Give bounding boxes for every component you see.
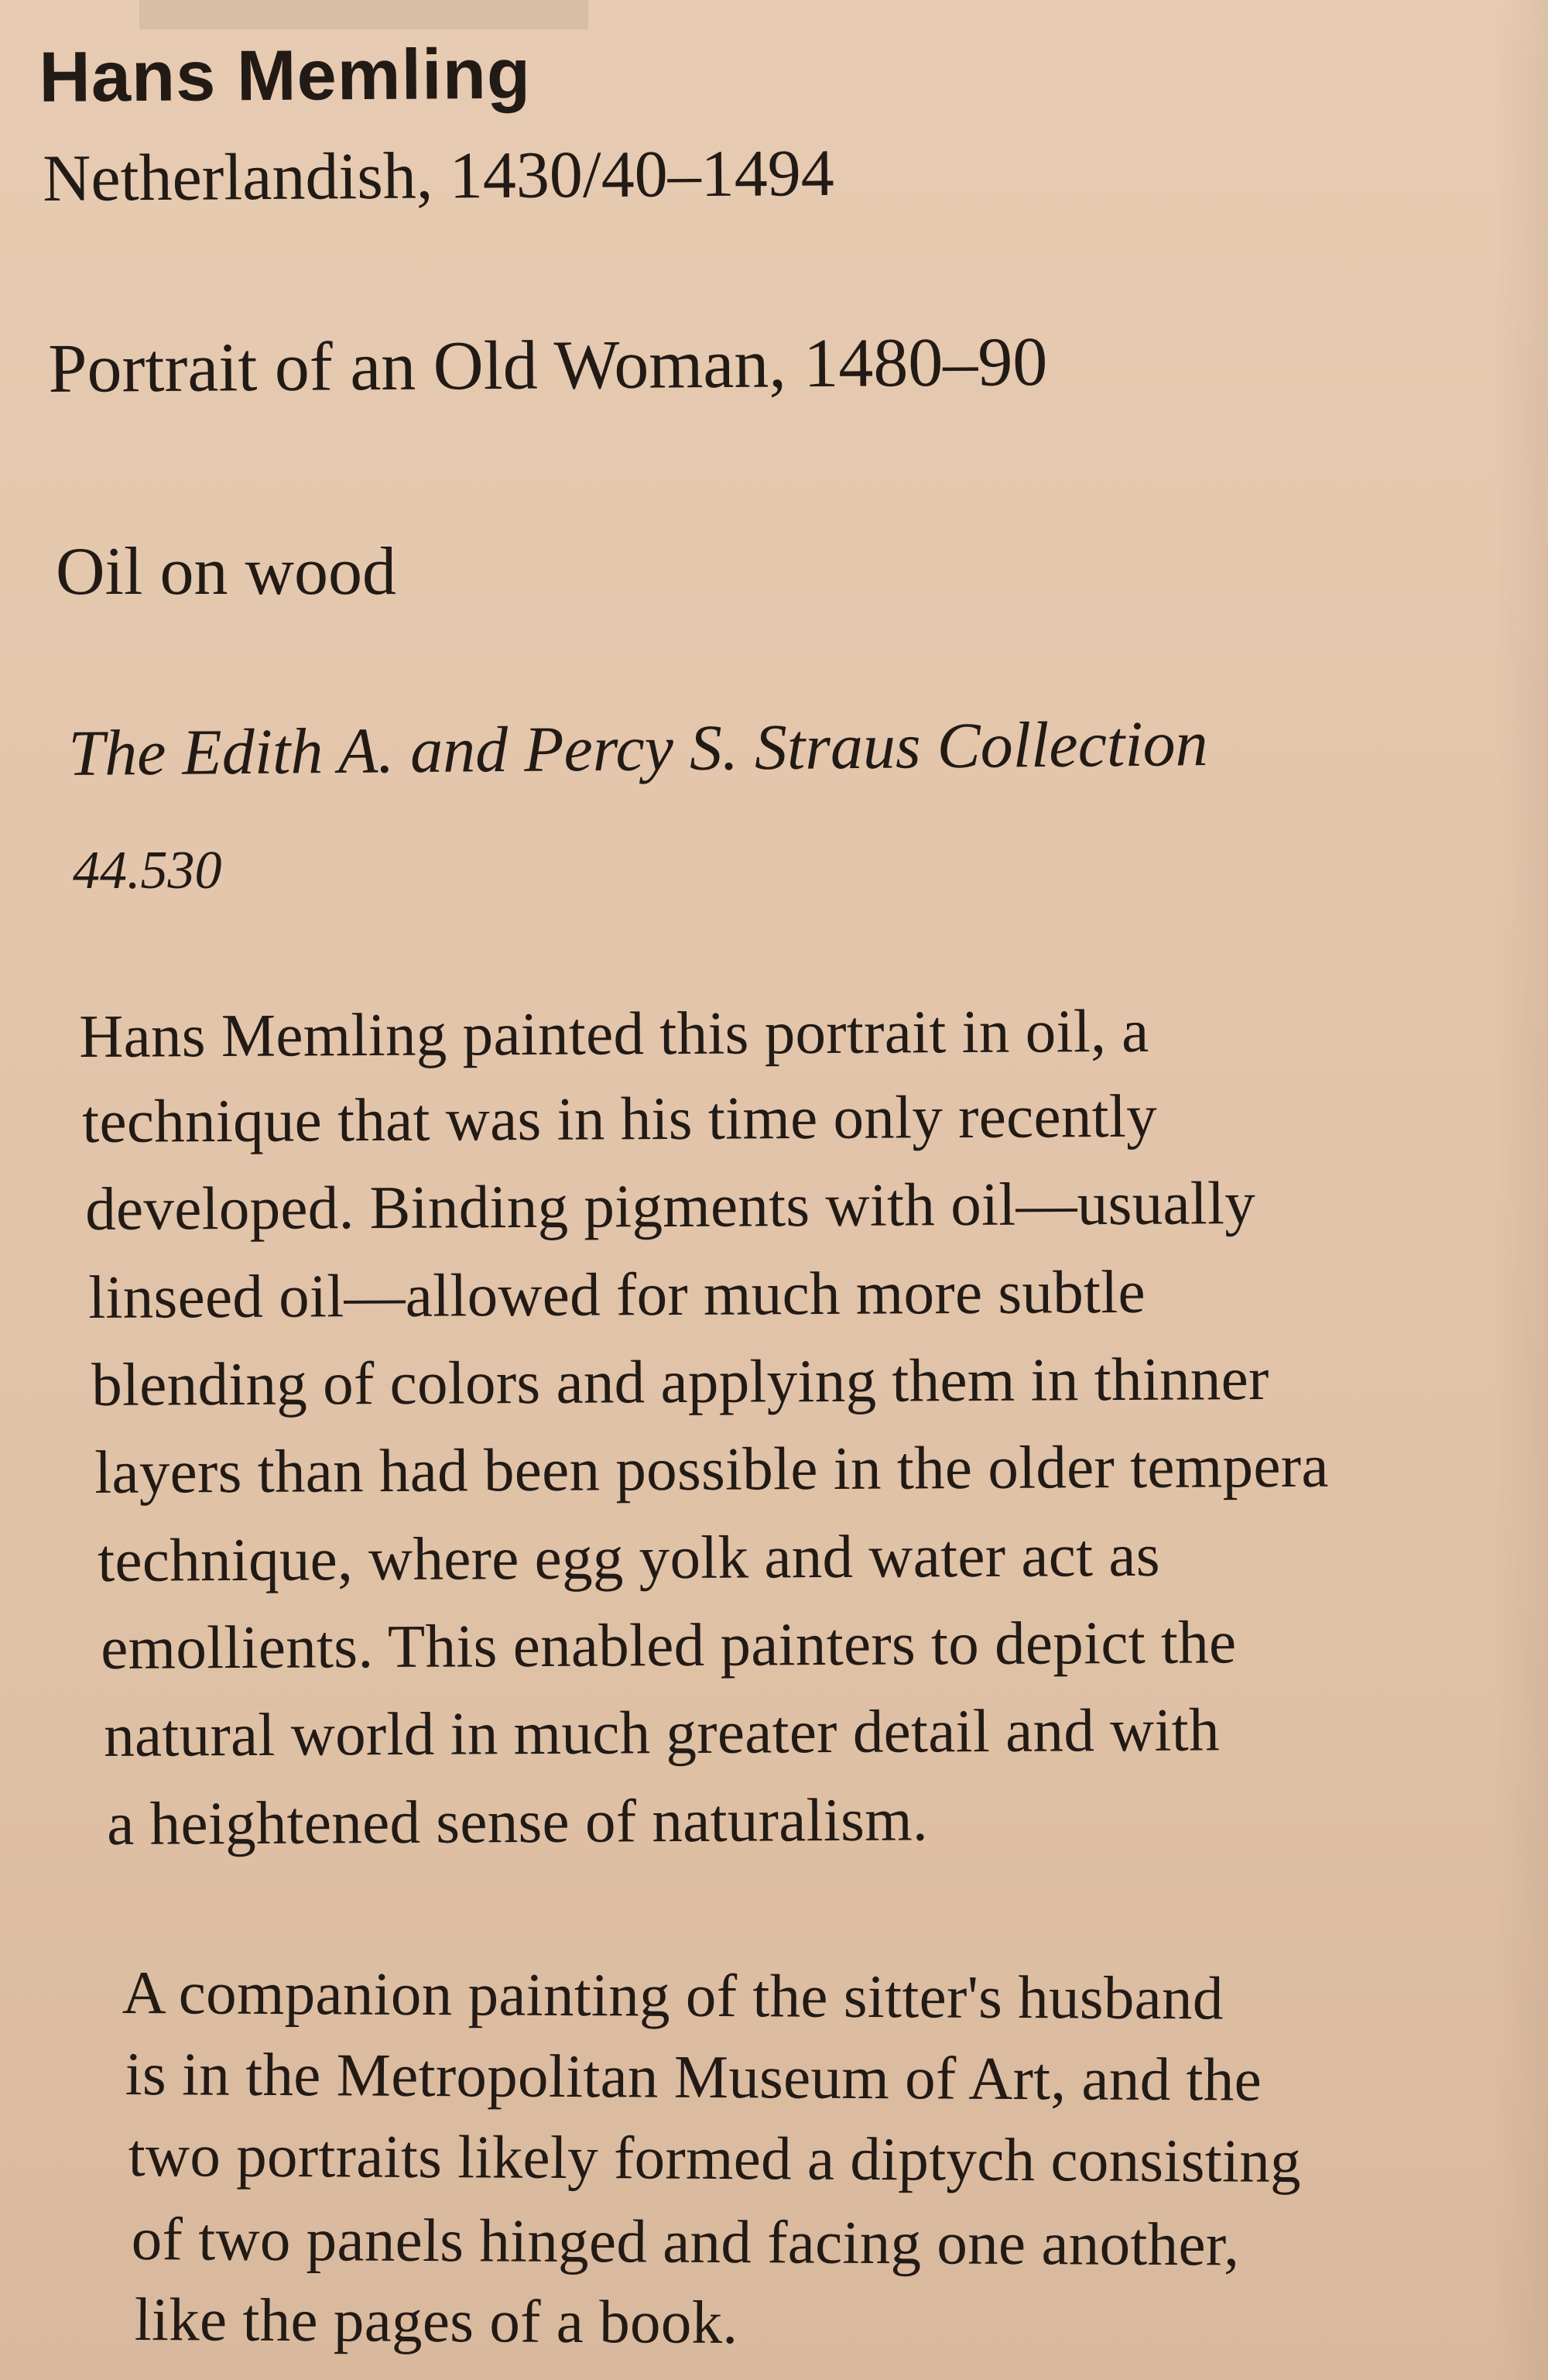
paragraph-1-line: developed. Binding pigments with oil—usually — [85, 1170, 1256, 1243]
paragraph-1-line: linseed oil—allowed for much more subtle — [88, 1258, 1146, 1332]
artist-nationality-dates: Netherlandish, 1430/40–1494 — [43, 135, 834, 215]
paragraph-2-line: two portraits likely formed a diptych consisting — [128, 2122, 1302, 2196]
paragraph-1-line: layers than had been possible in the older tempera — [94, 1432, 1329, 1507]
paragraph-1-line: emollients. This enabled painters to depict the — [101, 1609, 1237, 1682]
artwork-title: Portrait of an Old Woman, 1480–90 — [48, 323, 1048, 407]
paragraph-1-line: natural world in much greater detail and with — [104, 1696, 1221, 1770]
paragraph-1-line: Hans Memling painted this portrait in oil, a — [79, 997, 1149, 1071]
paragraph-2-line: like the pages of a book. — [134, 2286, 738, 2358]
paragraph-1-line: blending of colors and applying them in thinner — [91, 1346, 1269, 1419]
artwork-medium: Oil on wood — [56, 534, 396, 609]
paragraph-2-line: is in the Metropolitan Museum of Art, and the — [125, 2041, 1262, 2114]
accession-number: 44.530 — [73, 841, 222, 900]
artist-name: Hans Memling — [39, 34, 532, 117]
paragraph-1-line: technique, where egg yolk and water act as — [98, 1521, 1161, 1595]
credit-line: The Edith A. and Percy S. Straus Collection — [68, 708, 1208, 790]
paragraph-1-line: technique that was in his time only recently — [82, 1082, 1158, 1156]
paragraph-2-line: A companion painting of the sitter's husband — [122, 1960, 1224, 2033]
paragraph-2-line: of two panels hinged and facing one another, — [131, 2206, 1240, 2279]
paragraph-1-line: a heightened sense of naturalism. — [107, 1786, 929, 1858]
